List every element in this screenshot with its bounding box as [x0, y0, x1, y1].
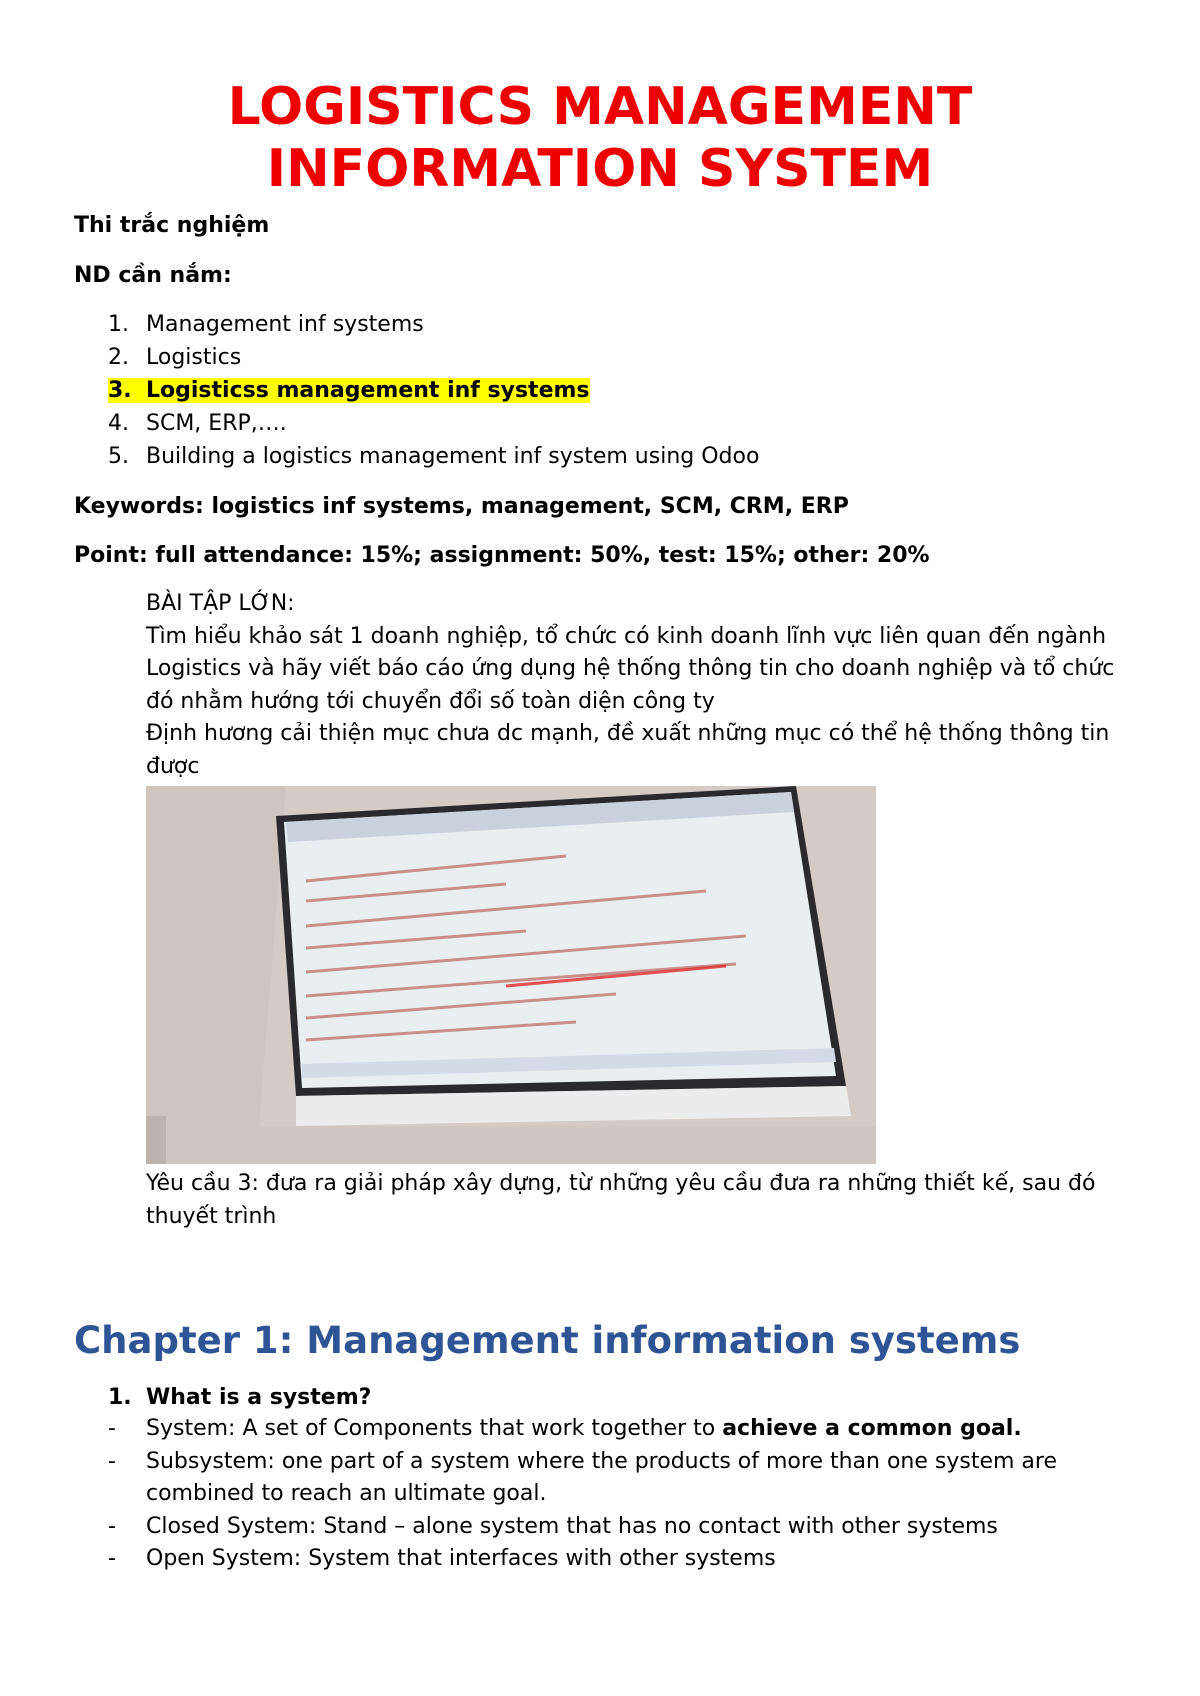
assignment-task: Tìm hiểu khảo sát 1 doanh nghiệp, tổ chức có kinh doanh lĩnh vực liên quan đến ngành Logistics và hãy viết báo cáo ứng dụng hệ thống thông tin cho doanh nghiệp và tổ chức đó nhằm hướng tới chuyển đổi số toàn diện công ty — [146, 623, 1115, 714]
keywords-line: Keywords: logistics inf systems, management, SCM, CRM, ERP — [74, 494, 849, 519]
classroom-projector-photo — [146, 786, 876, 1164]
topic-item: 4. SCM, ERP,…. — [108, 411, 287, 436]
topic-item: 5. Building a logistics management inf system using Odoo — [108, 444, 760, 469]
assignment-heading: BÀI TẬP LỚN: — [146, 591, 295, 616]
title-line-1: LOGISTICS MANAGEMENT — [227, 77, 973, 137]
definition-item: - Subsystem: one part of a system where the products of more than one system are combined to reach an ultimate goal. — [108, 1448, 1057, 1506]
definition-item: - Open System: System that interfaces with other systems — [108, 1546, 776, 1571]
definition-item: - System: A set of Components that work together to achieve a common goal. — [108, 1416, 1022, 1441]
exam-type: Thi trắc nghiệm — [74, 213, 270, 238]
chapter-heading: Chapter 1: Management information systems — [74, 1319, 1021, 1362]
assignment-direction: Định hương cải thiện mục chưa dc mạnh, đề xuất những mục có thể hệ thống thông tin được — [146, 721, 1110, 779]
grading-points-line: Point: full attendance: 15%; assignment: 50%, test: 15%; other: 20% — [74, 543, 930, 568]
content-heading: ND cần nắm: — [74, 263, 232, 288]
topic-item-highlighted: 3. Logisticss management inf systems — [108, 378, 590, 403]
title-line-2: INFORMATION SYSTEM — [266, 139, 934, 199]
topic-item: 2. Logistics — [108, 345, 242, 370]
section-heading: 1. What is a system? — [108, 1385, 372, 1410]
requirement-3: Yêu cầu 3: đưa ra giải pháp xây dựng, từ những yêu cầu đưa ra những thiết kế, sau đó thuyết trình — [146, 1171, 1096, 1229]
topics-list — [108, 308, 759, 473]
assignment-block — [146, 588, 1146, 783]
document-title — [0, 76, 1200, 200]
topic-item: 1. Management inf systems — [108, 312, 424, 337]
definition-item: - Closed System: Stand – alone system that has no contact with other systems — [108, 1513, 998, 1539]
definitions-list — [108, 1413, 1128, 1576]
